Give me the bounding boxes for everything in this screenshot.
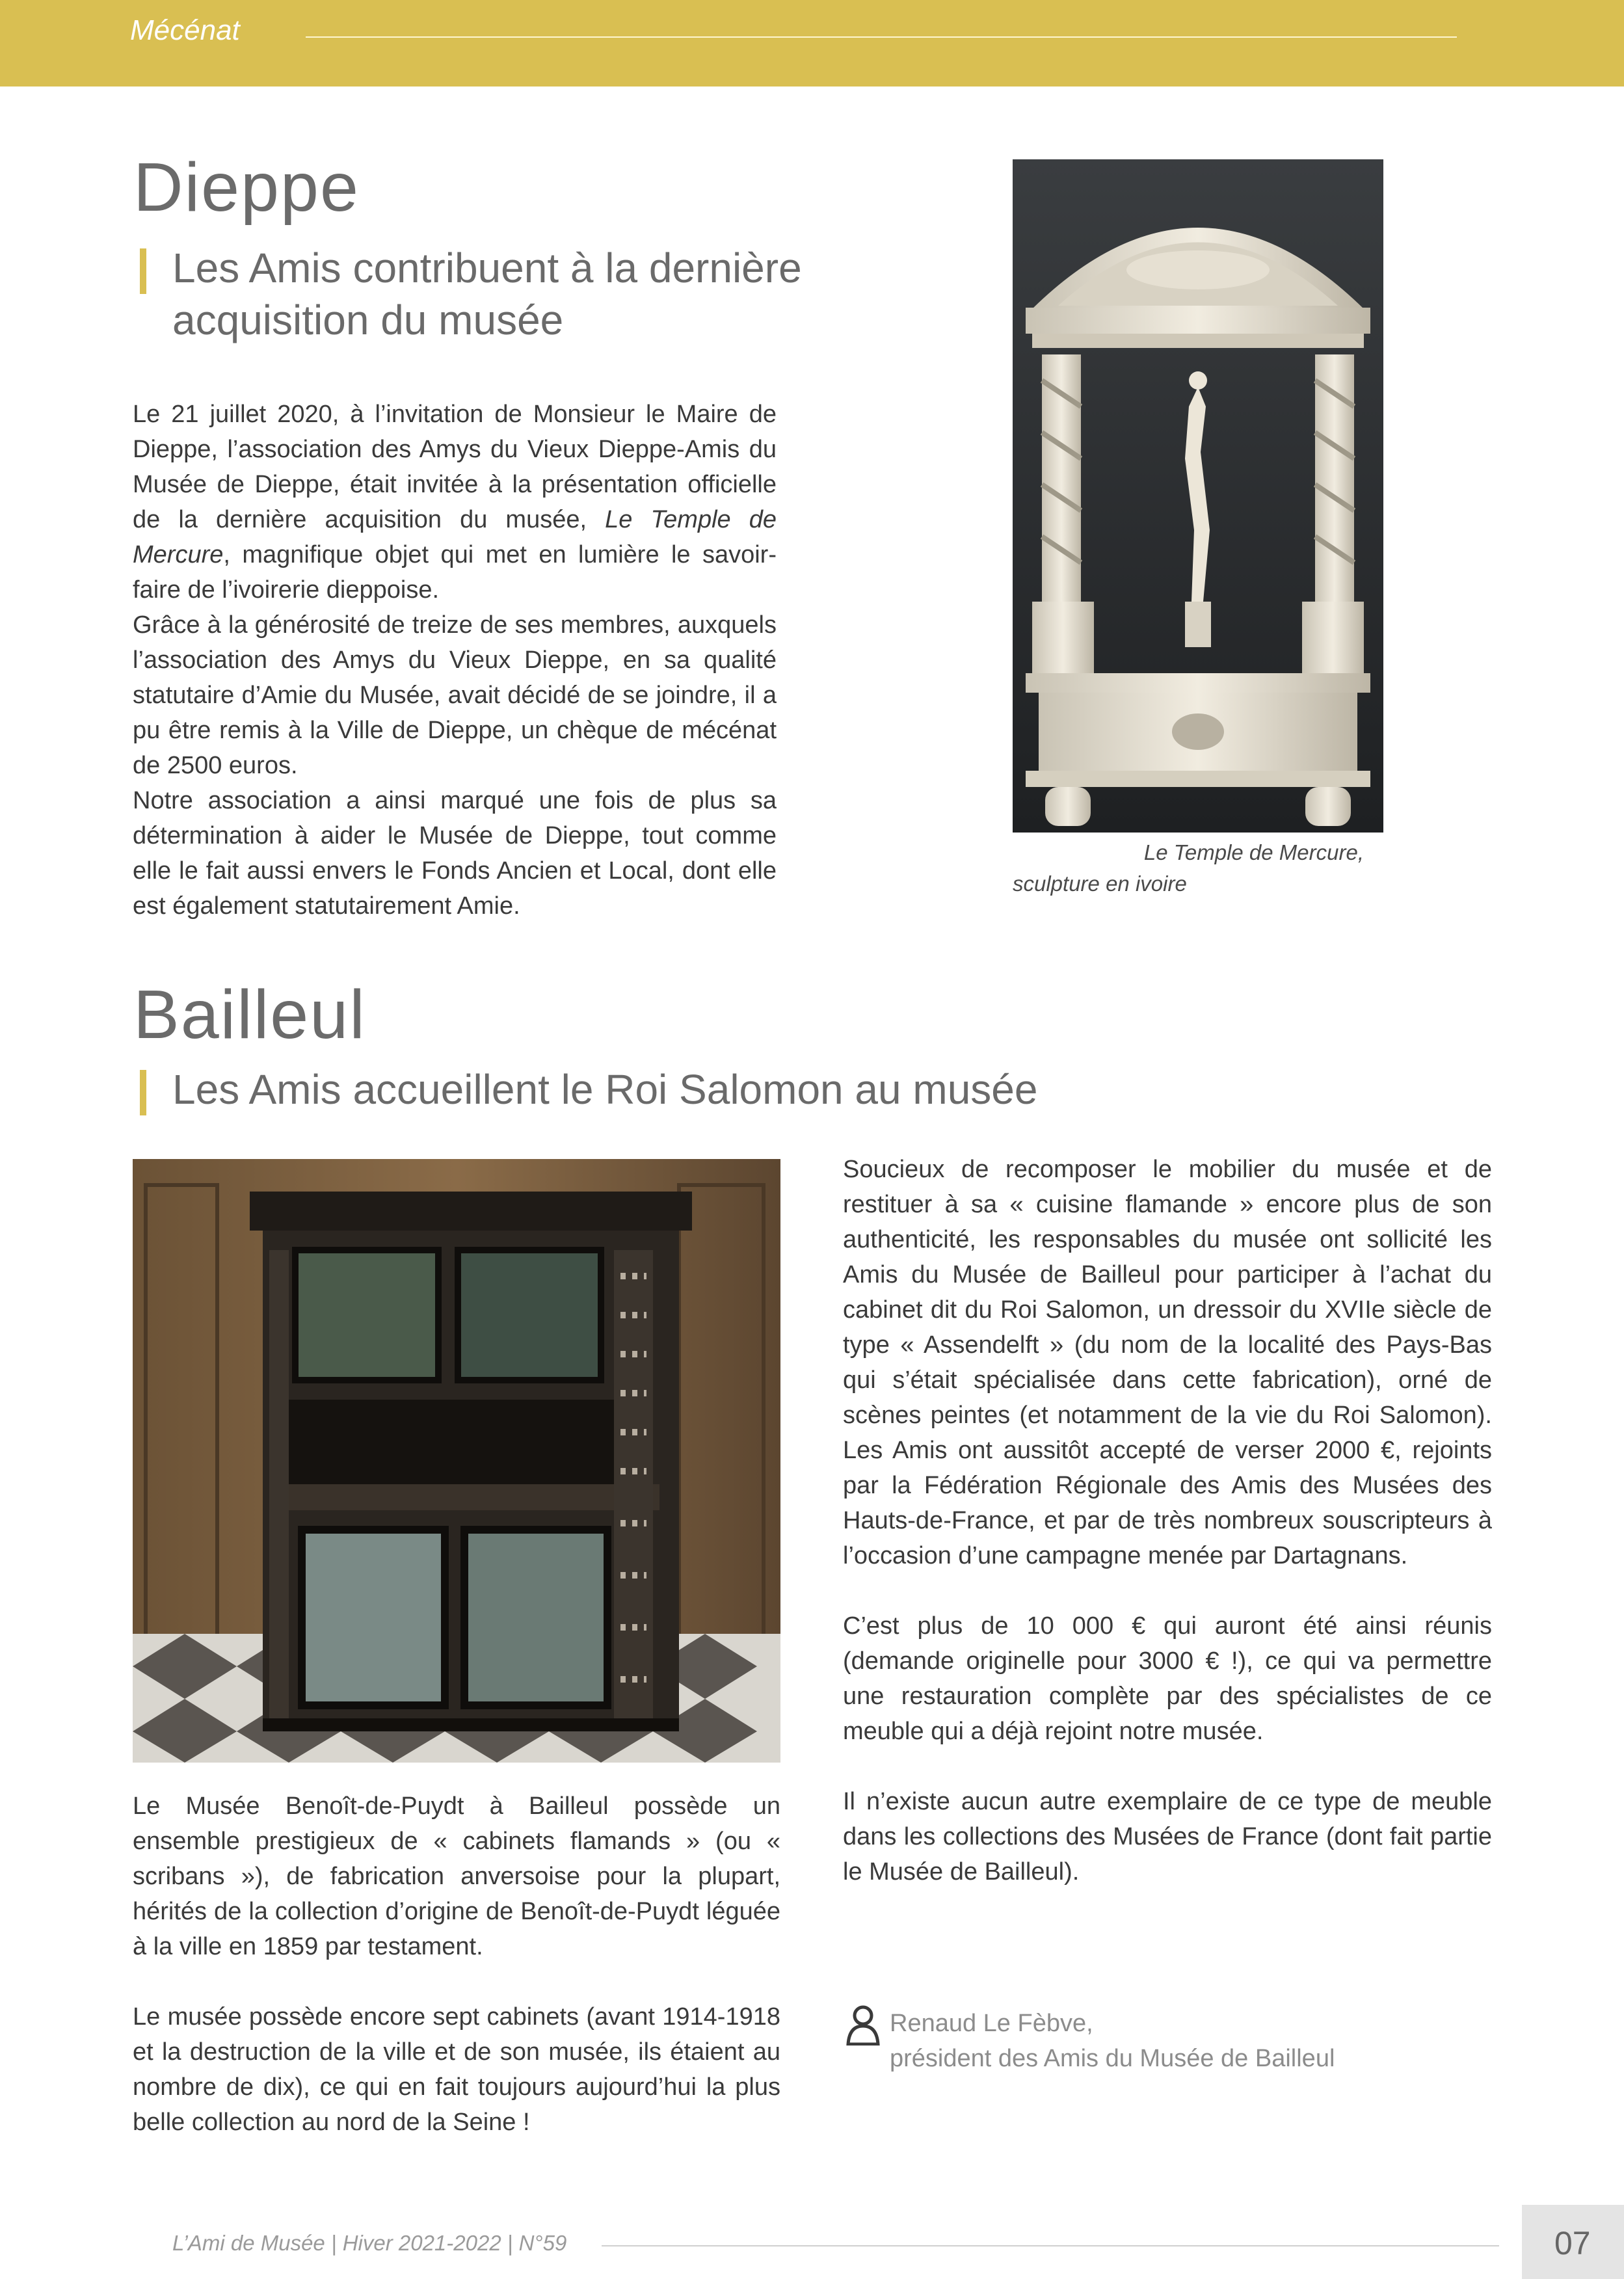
section-label: Mécénat [130, 14, 240, 46]
dieppe-title: Dieppe [133, 149, 360, 226]
bailleul-left-paragraph-1: Le Musée Benoît-de-Puydt à Bailleul possède un ensemble prestigieux de « cabinets flamands » (ou « scribans »), de fabrication anversoise pour la plupart, hérités de la collection d’origine de Benoît-de-Puydt léguée à la ville en 1859 par testament. [133, 1793, 780, 1960]
dieppe-paragraph-1: Le 21 juillet 2020, à l’invitation de Monsieur le Maire de Dieppe, l’association des Amys du Vieux Dieppe-Amis du Musée de Dieppe, était invitée à la présentation officielle de la dernière acquisition du musée, Le Temple de Mercure, magnifique objet qui met en lumière le savoir-faire de l’ivoirerie dieppoise. [133, 401, 777, 604]
ivory-sculpture-illustration [1013, 159, 1383, 833]
author-signature [890, 2006, 1335, 2076]
subtitle-accent-bar [140, 248, 146, 294]
subtitle-accent-bar [140, 1070, 146, 1115]
dieppe-paragraph-3: Notre association a ainsi marqué une fois de plus sa détermination à aider le Musée de Dieppe, tout comme elle le fait aussi envers le Fonds Ancien et Local, dont elle est également statutairement Amie. [133, 787, 777, 920]
dieppe-caption: Le Temple de Mercure, [1143, 840, 1364, 864]
dieppe-subtitle: Les Amis contribuent à la dernière acquisition du musée [172, 245, 802, 343]
bailleul-left-body [133, 1789, 780, 2140]
dieppe-caption-line2: sculpture en ivoire [1013, 872, 1187, 896]
header-band [0, 0, 1624, 87]
bailleul-right-body [843, 1152, 1492, 1889]
bailleul-right-paragraph-2: C’est plus de 10 000 € qui auront été ainsi réunis (demande originelle pour 3000 € !), ce qui va permettre une restauration complète par des spécialistes de ce meuble qui a déjà rejoint notre musée. [843, 1612, 1492, 1745]
author-role: président des Amis du Musée de Bailleul [890, 2045, 1335, 2072]
roi-salomon-cabinet-photo [133, 1159, 780, 1763]
bailleul-right-paragraph-3: Il n’existe aucun autre exemplaire de ce type de meuble dans les collections des Musées de France (dont fait partie le Musée de Bailleul). [843, 1788, 1492, 1886]
artwork-title: Le Temple de Mercure [133, 506, 777, 568]
author-name: Renaud Le Fèbve, [890, 2010, 1093, 2037]
header-rule [306, 36, 1457, 38]
footer-rule [602, 2245, 1499, 2246]
person-icon [845, 2005, 881, 2049]
dieppe-paragraph-2: Grâce à la générosité de treize de ses membres, auxquels l’association des Amys du Vieux Dieppe, en sa qualité statutaire d’Amie du Musée, avait décidé de se joindre, il a pu être remis à la Ville de Dieppe, un chèque de mécénat de 2500 euros. [133, 611, 777, 779]
bailleul-left-paragraph-2: Le musée possède encore sept cabinets (avant 1914-1918 et la destruction de la ville et de son musée, ils étaient au nombre de dix), ce qui en fait toujours aujourd’hui la plus belle collection au nord de la Seine ! [133, 2003, 780, 2136]
bailleul-subtitle: Les Amis accueillent le Roi Salomon au musée [172, 1066, 1038, 1113]
bailleul-right-paragraph-1: Soucieux de recomposer le mobilier du musée et de restituer à sa « cuisine flamande » encore plus de son authenticité, les responsables du musée ont sollicité les Amis du Musée de Bailleul pour participer à l’achat du cabinet dit du Roi Salomon, un dressoir du XVIIe siècle de type « Assendelft » (du nom de la localité des Pays-Bas qui s’était spécialisée dans cette fabrication), orné de scènes peintes (et notamment de la vie du Roi Salomon). Les Amis ont aussitôt accepté de verser 2000 €, rejoints par la Fédération Régionale des Amis des Musées des Hauts-de-France, et par de très nombreux souscripteurs à l’occasion d’une campagne menée par Dartagnans. [843, 1156, 1492, 1569]
cabinet-illustration [133, 1159, 780, 1763]
temple-de-mercure-photo [1013, 159, 1383, 833]
dieppe-body [133, 397, 777, 924]
page-number: 07 [1554, 2225, 1591, 2261]
bailleul-title: Bailleul [133, 976, 366, 1053]
footer-publication: L’Ami de Musée | Hiver 2021-2022 | N°59 [172, 2231, 567, 2255]
